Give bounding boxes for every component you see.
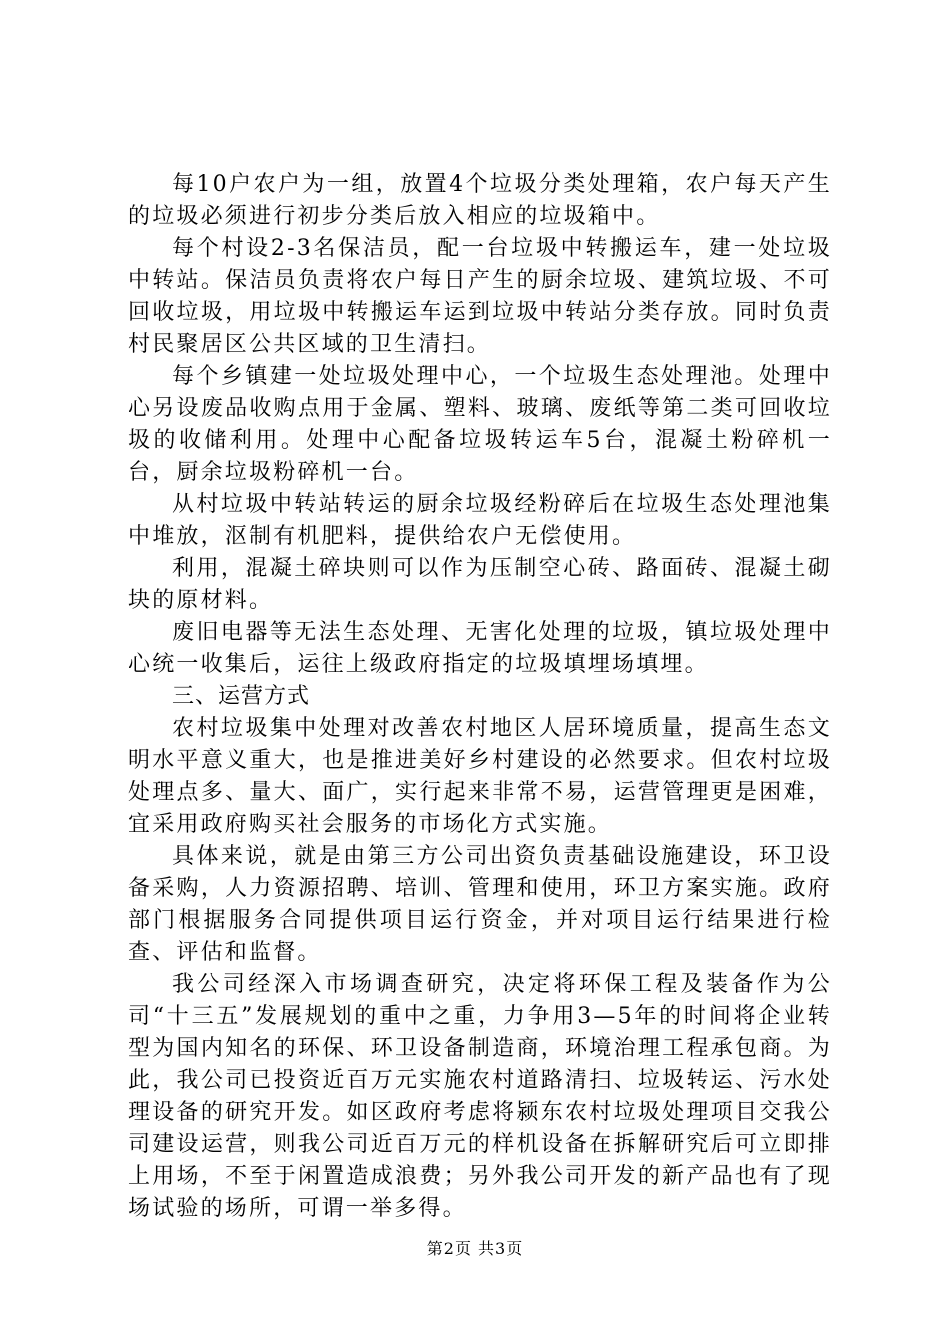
paragraph: 具体来说，就是由第三方公司出资负责基础设施建设，环卫设备采购，人力资源招聘、培训、管理和使用，环卫方案实施。政府部门根据服务合同提供项目运行资金，并对项目运行结果进行检查、评估和监督。 (128, 844, 832, 965)
page-number: 第2页 共3页 (426, 1239, 524, 1258)
paragraph: 我公司经深入市场调查研究，决定将环保工程及装备作为公司“十三五”发展规划的重中之重，力争用3—5年的时间将企业转型为国内知名的环保、环卫设备制造商，环境治理工程承包商。为此，我公司已投资近百万元实施农村道路清扫、垃圾转运、污水处理设备的研究开发。如区政府考虑将颍东农村垃圾处理项目交我公司建设运营，则我公司近百万元的样机设备在拆解研究后可立即排上用场，不至于闲置造成浪费；另外我公司开发的新产品也有了现场试验的场所，可谓一举多得。 (128, 972, 832, 1221)
paragraph: 利用，混凝土碎块则可以作为压制空心砖、路面砖、混凝土砌块的原材料。 (128, 556, 832, 613)
paragraph: 每10户农户为一组，放置4个垃圾分类处理箱，农户每天产生的垃圾必须进行初步分类后放入相应的垃圾箱中。 (128, 172, 832, 229)
paragraph: 每个乡镇建一处垃圾处理中心，一个垃圾生态处理池。处理中心另设废品收购点用于金属、塑料、玻璃、废纸等第二类可回收垃圾的收储利用。处理中心配备垃圾转运车5台，混凝土粉碎机一台，厨余垃圾粉碎机一台。 (128, 364, 832, 485)
paragraph: 废旧电器等无法生态处理、无害化处理的垃圾，镇垃圾处理中心统一收集后，运往上级政府指定的垃圾填埋场填埋。 (128, 620, 832, 677)
document-body (128, 169, 832, 1225)
section-heading: 三、运营方式 (172, 684, 311, 709)
paragraph: 农村垃圾集中处理对改善农村地区人居环境质量，提高生态文明水平意义重大，也是推进美好乡村建设的必然要求。但农村垃圾处理点多、量大、面广，实行起来非常不易，运营管理更是困难，宜采用政府购买社会服务的市场化方式实施。 (128, 716, 832, 837)
paragraph: 每个村设2-3名保洁员，配一台垃圾中转搬运车，建一处垃圾中转站。保洁员负责将农户每日产生的厨余垃圾、建筑垃圾、不可回收垃圾，用垃圾中转搬运车运到垃圾中转站分类存放。同时负责村民聚居区公共区域的卫生清扫。 (128, 236, 832, 357)
paragraph: 从村垃圾中转站转运的厨余垃圾经粉碎后在垃圾生态处理池集中堆放，沤制有机肥料，提供给农户无偿使用。 (128, 492, 832, 549)
